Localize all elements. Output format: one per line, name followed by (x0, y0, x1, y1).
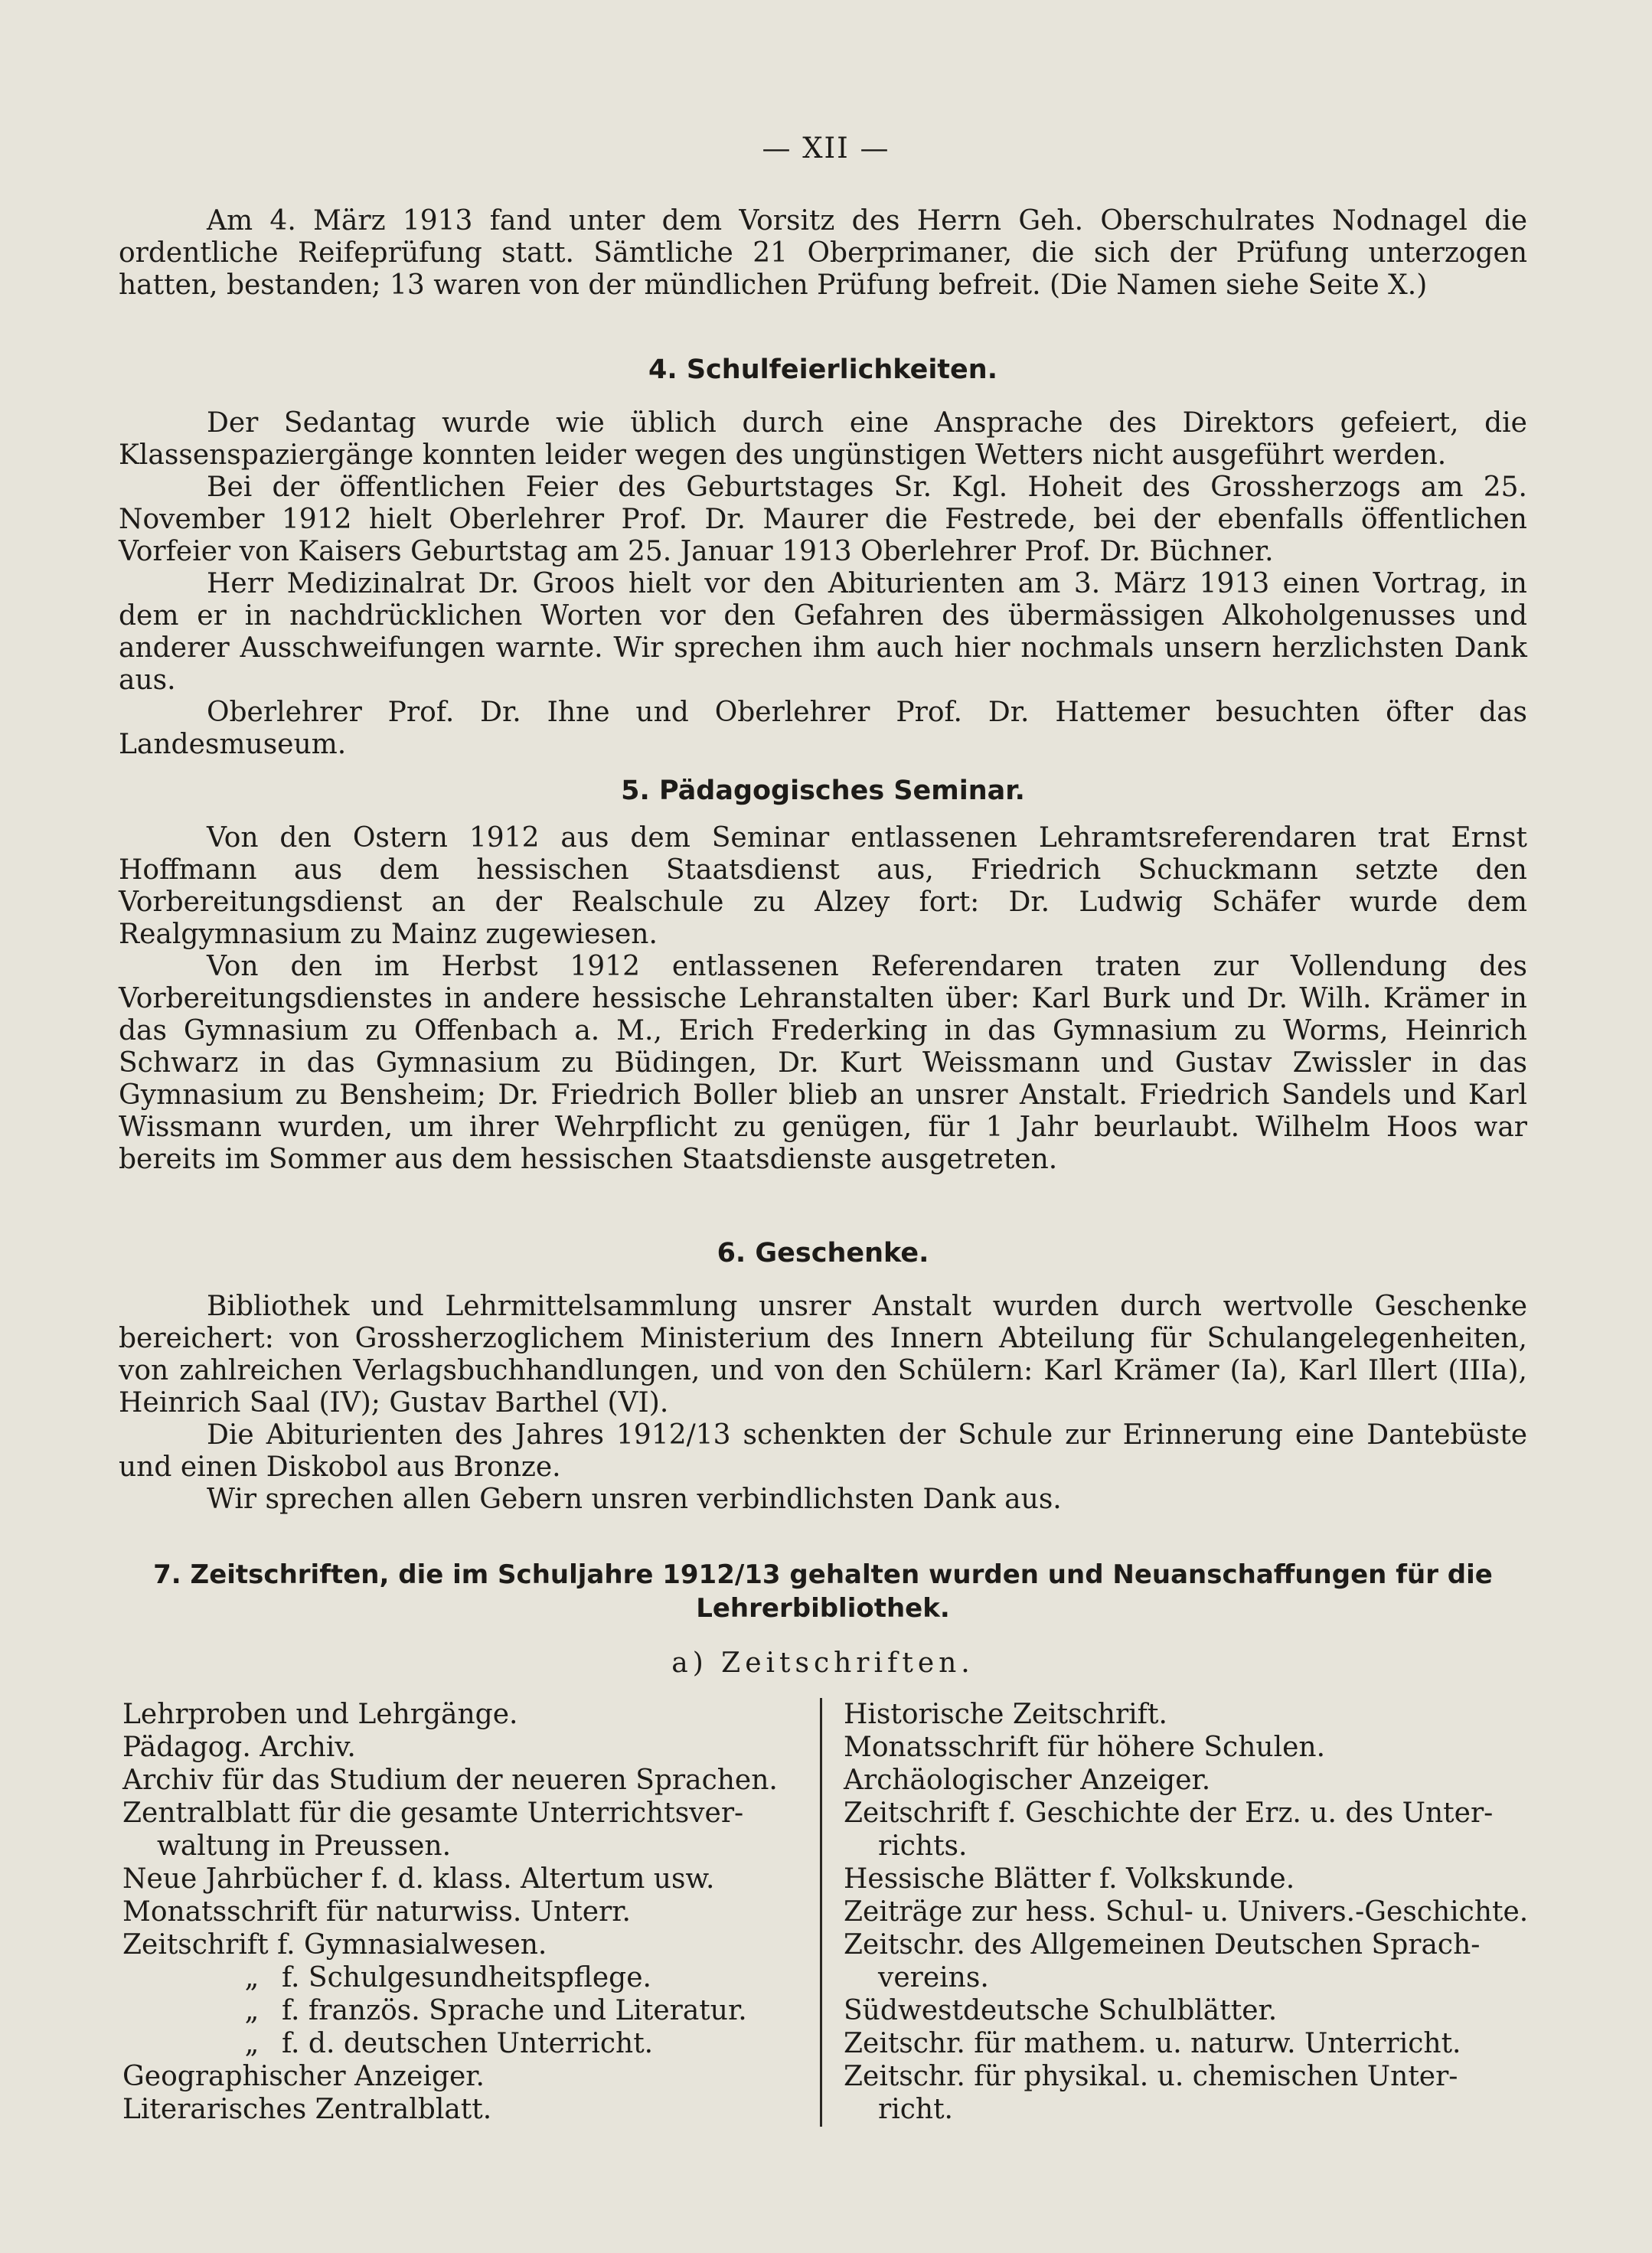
list-item: Literarisches Zentralblatt. (122, 2094, 492, 2125)
list-item: Monatsschrift für naturwiss. Unterr. (122, 1896, 631, 1928)
paragraph: Der Sedantag wurde wie üblich durch eine Ansprache des Direktors gefeiert, die Klassenspaziergänge konnten leider wegen des ungünstigen Wetters nicht ausgeführt werden. (119, 407, 1527, 471)
ditto-mark: „ (244, 1995, 260, 2026)
paragraph: Von den Ostern 1912 aus dem Seminar entlassenen Lehramtsreferendaren trat Ernst Hoffmann aus dem hessischen Staatsdienst aus, Friedrich Schuckmann setzte den Vorbereitungsdienst an der Realschule zu Alzey fort: Dr. Ludwig Schäfer wurde dem Realgymnasium zu Mainz zugewiesen. (119, 822, 1527, 950)
list-item-text: f. Schulgesundheitspflege. (282, 1962, 651, 1993)
ditto-mark: „ (244, 1962, 260, 1993)
ditto-mark: „ (244, 2028, 260, 2059)
list-item: Zeitschr. des Allgemeinen Deutschen Sprach- (844, 1929, 1481, 1961)
paragraph: Wir sprechen allen Gebern unsren verbindlichsten Dank aus. (207, 1484, 1062, 1515)
paragraph: Bibliothek und Lehrmittelsammlung unsrer Anstalt wurden durch wertvolle Geschenke bereichert: von Grossherzoglichem Ministerium des Innern Abteilung für Schulangelegenheiten, von zahlreichen Verlagsbuchhandlungen, und von den Schülern: Karl Krämer (Ia), Karl Illert (IIIa), Heinrich Saal (IV); Gustav Barthel (VI). (119, 1291, 1527, 1419)
list-item-text: f. d. deutschen Unterricht. (282, 2028, 654, 2059)
list-item: Hessische Blätter f. Volkskunde. (844, 1863, 1295, 1895)
paragraph: Von den im Herbst 1912 entlassenen Referendaren traten zur Vollendung des Vorbereitungsdienstes in andere hessische Lehranstalten über: Karl Burk und Dr. Wilh. Krämer in das Gymnasium zu Offenbach a. M., Erich Frederking in das Gymnasium zu Worms, Heinrich Schwarz in das Gymnasium zu Büdingen, Dr. Kurt Weissmann und Gustav Zwissler in das Gymnasium zu Bensheim; Dr. Friedrich Boller blieb an unsrer Anstalt. Friedrich Sandels und Karl Wissmann wurden, um ihrer Wehrpflicht zu genügen, für 1 Jahr beurlaubt. Wilhelm Hoos war bereits im Sommer aus dem hessischen Staatsdienste ausgetreten. (119, 951, 1527, 1175)
paragraph: Oberlehrer Prof. Dr. Ihne und Oberlehrer Prof. Dr. Hattemer besuchten öfter das Landesmuseum. (119, 697, 1527, 760)
list-item (122, 1994, 811, 2027)
list-item-text: f. französ. Sprache und Literatur. (282, 1995, 747, 2026)
column-divider (820, 1698, 822, 2127)
list-item (122, 2027, 811, 2060)
list-item: Historische Zeitschrift. (844, 1699, 1167, 1730)
section-5-text (119, 822, 1527, 1176)
journal-list-right (844, 1698, 1533, 2126)
list-item: Zeiträge zur hess. Schul- u. Univers.-Geschichte. (844, 1896, 1529, 1928)
paragraph: Herr Medizinalrat Dr. Groos hielt vor den Abiturienten am 3. März 1913 einen Vortrag, in dem er in nachdrücklichen Worten vor den Gefahren des übermässigen Alkoholgenusses und anderer Ausschweifungen warnte. Wir sprechen ihm auch hier nochmals unsern herzlichsten Dank aus. (119, 568, 1527, 696)
list-item-continuation: richts. (878, 1830, 968, 1862)
section-4-text (119, 407, 1527, 761)
paragraph: Bei der öffentlichen Feier des Geburtstages Sr. Kgl. Hoheit des Grossherzogs am 25. November 1912 hielt Oberlehrer Prof. Dr. Maurer die Festrede, bei der ebenfalls öffentlichen Vorfeier von Kaisers Geburtstag am 25. Januar 1913 Oberlehrer Prof. Dr. Büchner. (119, 472, 1527, 567)
paragraph: Am 4. März 1913 fand unter dem Vorsitz des Herrn Geh. Oberschulrates Nodnagel die ordentliche Reifeprüfung statt. Sämtliche 21 Oberprimaner, die sich der Prüfung unterzogen hatten, bestanden; 13 waren von der mündlichen Prüfung befreit. (Die Namen siehe Seite X.) (119, 205, 1527, 301)
list-item (122, 1961, 811, 1994)
section-6-heading: 6. Geschenke. (717, 1238, 929, 1269)
page-number: — XII — (762, 132, 890, 165)
list-item: Zentralblatt für die gesamte Unterrichtsver- (122, 1798, 744, 1829)
list-item: Zeitschr. für physikal. u. chemischen Unter- (844, 2061, 1458, 2092)
list-item: Neue Jahrbücher f. d. klass. Altertum usw. (122, 1863, 715, 1895)
section-7-heading (119, 1558, 1527, 1625)
list-item-continuation: waltung in Preussen. (157, 1830, 452, 1862)
list-item: Lehrproben und Lehrgänge. (122, 1699, 518, 1730)
section-7-subheading: a) Zeitschriften. (671, 1647, 975, 1679)
list-item: Archäologischer Anzeiger. (844, 1765, 1211, 1796)
intro-text (119, 205, 1527, 302)
list-item-continuation: vereins. (878, 1962, 989, 1993)
paragraph: Die Abiturienten des Jahres 1912/13 schenkten der Schule zur Erinnerung eine Dantebüste und einen Diskobol aus Bronze. (119, 1419, 1527, 1483)
list-item: Archiv für das Studium der neueren Sprachen. (122, 1765, 778, 1796)
section-7-heading-line-2: Lehrerbibliothek. (696, 1593, 950, 1624)
section-5-heading: 5. Pädagogisches Seminar. (621, 775, 1025, 806)
section-6-text (119, 1291, 1527, 1516)
list-item: Zeitschr. für mathem. u. naturw. Unterricht. (844, 2028, 1461, 2059)
list-item: Zeitschrift f. Gymnasialwesen. (122, 1929, 547, 1961)
list-item: Zeitschrift f. Geschichte der Erz. u. des Unter- (844, 1798, 1494, 1829)
list-item: Südwestdeutsche Schulblätter. (844, 1995, 1278, 2026)
journal-list-left (122, 1698, 811, 2126)
list-item: Monatsschrift für höhere Schulen. (844, 1732, 1326, 1763)
section-4-heading: 4. Schulfeierlichkeiten. (648, 354, 997, 385)
list-item: Geographischer Anzeiger. (122, 2061, 485, 2092)
list-item-continuation: richt. (878, 2094, 953, 2125)
list-item: Pädagog. Archiv. (122, 1732, 356, 1763)
section-7-heading-line-1: 7. Zeitschriften, die im Schuljahre 1912/13 gehalten wurden und Neuanschaffungen für die (153, 1559, 1493, 1590)
